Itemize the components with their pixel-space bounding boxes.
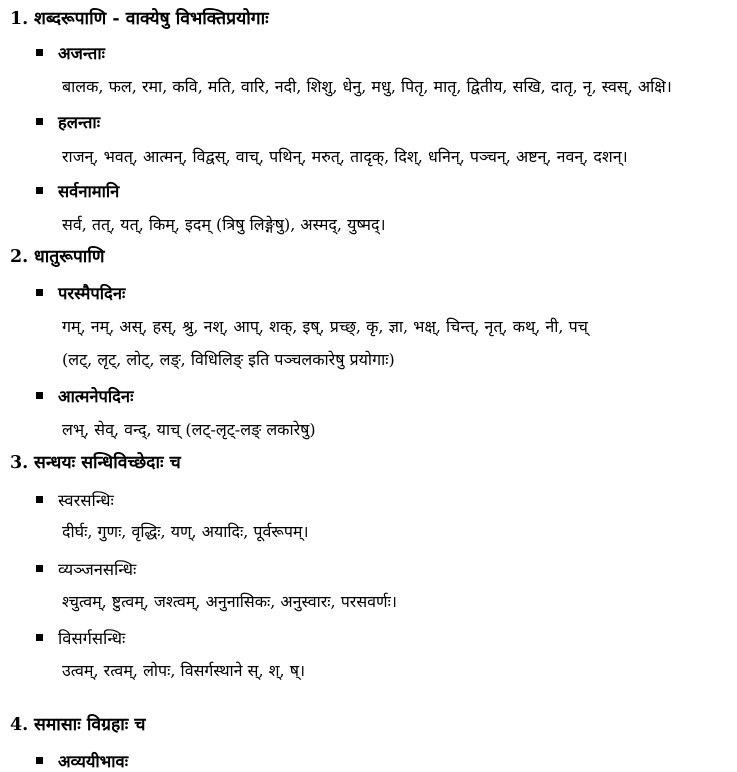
section-1-heading (10, 6, 269, 30)
section-title: शब्दरूपाणि - वाक्येषु विभक्तिप्रयोगाः (34, 9, 269, 29)
body-line: राजन्, भवत्, आत्मन्, विद्वस्, वाच्, पथिन्, मरुत्, तादृक्, दिश्, धनिन्, पञ्चन्, अष्टन्, नवन्, दशन्। (62, 147, 628, 166)
subheading-parasmaipadi (36, 281, 125, 304)
body-line: बालक, फल, रमा, कवि, मति, वारि, नदी, शिशु, धेनु, मधु, पितृ, मातृ, द्वितीय, सखि, दातृ, नृ, स्वस्, अक्षि। (62, 77, 672, 96)
subheading-visargasandhi (36, 626, 125, 649)
section-title: सन्धयः सन्धिविच्छेदाः च (34, 453, 181, 473)
subheading-label: व्यञ्जनसन्धिः (58, 560, 137, 579)
subheading-sarvanama (36, 179, 119, 202)
subheading-halanta (36, 110, 100, 133)
section-3-heading (10, 450, 181, 474)
square-bullet-icon (36, 289, 43, 296)
square-bullet-icon (36, 496, 43, 503)
body-line: लभ्, सेव्, वन्द्, याच् (लट्-लृट्-लङ् लकारेषु) (62, 420, 316, 439)
square-bullet-icon (36, 187, 43, 194)
body-line: (लट्, लृट्, लोट्, लङ्, विधिलिङ् इति पञ्चलकारेषु प्रयोगाः) (62, 350, 395, 369)
subheading-vyanjanasandhi (36, 557, 136, 580)
subheading-label: हलन्ताः (58, 113, 101, 132)
section-number: 3. (10, 453, 29, 473)
subheading-ajanta (36, 41, 105, 64)
subheading-label: अजन्ताः (58, 44, 105, 63)
subheading-label: सर्वनामानि (58, 182, 120, 201)
section-number: 2. (10, 247, 29, 267)
body-line: दीर्घः, गुणः, वृद्धिः, यण्, अयादिः, पूर्वरूपम्। (62, 522, 309, 541)
square-bullet-icon (36, 392, 43, 399)
subheading-label: अव्ययीभावः (58, 752, 129, 771)
body-line: गम्, नम्, अस्, हस्, श्रु, नश्, आप्, शक्, इष्, प्रच्छ्, कृ, ज्ञा, भक्ष्, चिन्त्, नृत्, कथ्, नी, पच् (62, 317, 588, 336)
square-bullet-icon (36, 49, 43, 56)
section-4-heading (10, 712, 146, 736)
section-title: समासाः विग्रहाः च (34, 715, 146, 735)
subheading-svarasandhi (36, 488, 114, 511)
section-2-heading (10, 244, 105, 268)
subheading-avyayibhava (36, 749, 128, 772)
square-bullet-icon (36, 565, 43, 572)
section-title: धातुरूपाणि (34, 247, 105, 267)
square-bullet-icon (36, 634, 43, 641)
square-bullet-icon (36, 757, 43, 764)
subheading-label: आत्मनेपदिनः (58, 387, 134, 406)
body-line: श्चुत्वम्, ष्टुत्वम्, जश्त्वम्, अनुनासिकः, अनुस्वारः, परसवर्णः। (62, 592, 397, 611)
body-line: सर्व, तत्, यत्, किम्, इदम् (त्रिषु लिङ्गेषु), अस्मद्, युष्मद्। (62, 215, 386, 234)
section-number: 4. (10, 715, 29, 735)
subheading-atmanepadi (36, 384, 133, 407)
body-line: उत्वम्, रत्वम्, लोपः, विसर्गस्थाने स्, श्, ष्। (62, 661, 306, 680)
subheading-label: स्वरसन्धिः (58, 491, 114, 510)
subheading-label: परस्मैपदिनः (58, 284, 126, 303)
square-bullet-icon (36, 118, 43, 125)
section-number: 1. (10, 9, 29, 29)
subheading-label: विसर्गसन्धिः (58, 629, 126, 648)
